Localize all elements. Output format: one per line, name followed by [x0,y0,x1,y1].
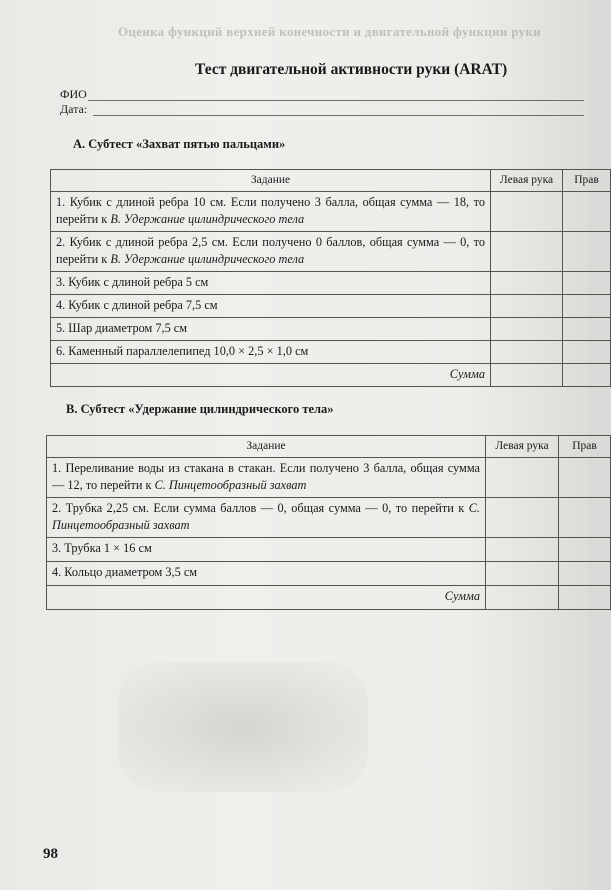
page-number: 98 [43,846,58,862]
right-hand-score-cell[interactable] [563,272,611,295]
table-header-row [51,170,611,192]
left-hand-score-cell[interactable] [486,538,559,562]
col-task: Задание [47,436,486,458]
bleed-through-header: Оценка функций верхней конечности и двигательной функции руки [118,24,541,39]
section-a-heading: А. Субтест «Захват пятью пальцами» [73,137,286,151]
col-right-hand: Прав [563,170,611,192]
left-hand-sum-cell[interactable] [491,364,563,387]
col-left-hand: Левая рука [486,436,559,458]
sum-row [47,586,611,610]
task-cell: 5. Шар диаметром 7,5 см [51,318,491,341]
task-cell: 4. Кубик с длиной ребра 7,5 см [51,295,491,318]
section-a-table [50,169,611,387]
left-hand-score-cell[interactable] [491,192,563,232]
fio-field[interactable] [88,100,584,101]
table-row [47,458,611,498]
left-hand-score-cell[interactable] [491,232,563,272]
page-title: Тест двигательной активности руки (ARAT) [195,61,508,78]
table-row [51,192,611,232]
right-hand-score-cell[interactable] [559,562,611,586]
right-hand-score-cell[interactable] [563,318,611,341]
sum-label: Сумма [47,586,486,610]
task-cell: 4. Кольцо диаметром 3,5 см [47,562,486,586]
table-row [51,341,611,364]
right-hand-sum-cell[interactable] [559,586,611,610]
right-hand-score-cell[interactable] [563,192,611,232]
left-hand-sum-cell[interactable] [486,586,559,610]
task-cell: 3. Трубка 1 × 16 см [47,538,486,562]
right-hand-score-cell[interactable] [563,341,611,364]
col-left-hand: Левая рука [491,170,563,192]
task-cell: 2. Кубик с длиной ребра 2,5 см. Если получено 0 баллов, общая сумма — 0, то перейти к В. Удержание цилиндрического тела [51,232,491,272]
table-row [47,562,611,586]
right-hand-score-cell[interactable] [563,295,611,318]
table-row [47,538,611,562]
fio-label: ФИО [60,87,87,101]
sum-label: Сумма [51,364,491,387]
date-label: Дата: [60,102,88,116]
task-cell: 6. Каменный параллелепипед 10,0 × 2,5 × 1,0 см [51,341,491,364]
left-hand-score-cell[interactable] [491,272,563,295]
left-hand-score-cell[interactable] [486,458,559,498]
section-b-table [46,435,611,610]
col-task: Задание [51,170,491,192]
task-cell: 1. Кубик с длиной ребра 10 см. Если получено 3 балла, общая сумма — 18, то перейти к В. Удержание цилиндрического тела [51,192,491,232]
table-row [51,318,611,341]
right-hand-score-cell[interactable] [559,498,611,538]
table-row [47,498,611,538]
task-cell: 2. Трубка 2,25 см. Если сумма баллов — 0, общая сумма — 0, то перейти к С. Пинцетообразный захват [47,498,486,538]
left-hand-score-cell[interactable] [486,562,559,586]
right-hand-sum-cell[interactable] [563,364,611,387]
table-row [51,232,611,272]
right-hand-score-cell[interactable] [563,232,611,272]
section-b-heading: В. Субтест «Удержание цилиндрического тела» [66,402,334,416]
sum-row [51,364,611,387]
left-hand-score-cell[interactable] [491,295,563,318]
table-header-row [47,436,611,458]
col-right-hand: Прав [559,436,611,458]
date-field[interactable] [93,115,584,116]
table-row [51,295,611,318]
task-cell: 1. Переливание воды из стакана в стакан. Если получено 3 балла, общая сумма — 12, то перейти к С. Пинцетообразный захват [47,458,486,498]
right-hand-score-cell[interactable] [559,538,611,562]
left-hand-score-cell[interactable] [486,498,559,538]
left-hand-score-cell[interactable] [491,341,563,364]
task-cell: 3. Кубик с длиной ребра 5 см [51,272,491,295]
table-row [51,272,611,295]
scan-shadow [118,662,368,792]
right-hand-score-cell[interactable] [559,458,611,498]
left-hand-score-cell[interactable] [491,318,563,341]
